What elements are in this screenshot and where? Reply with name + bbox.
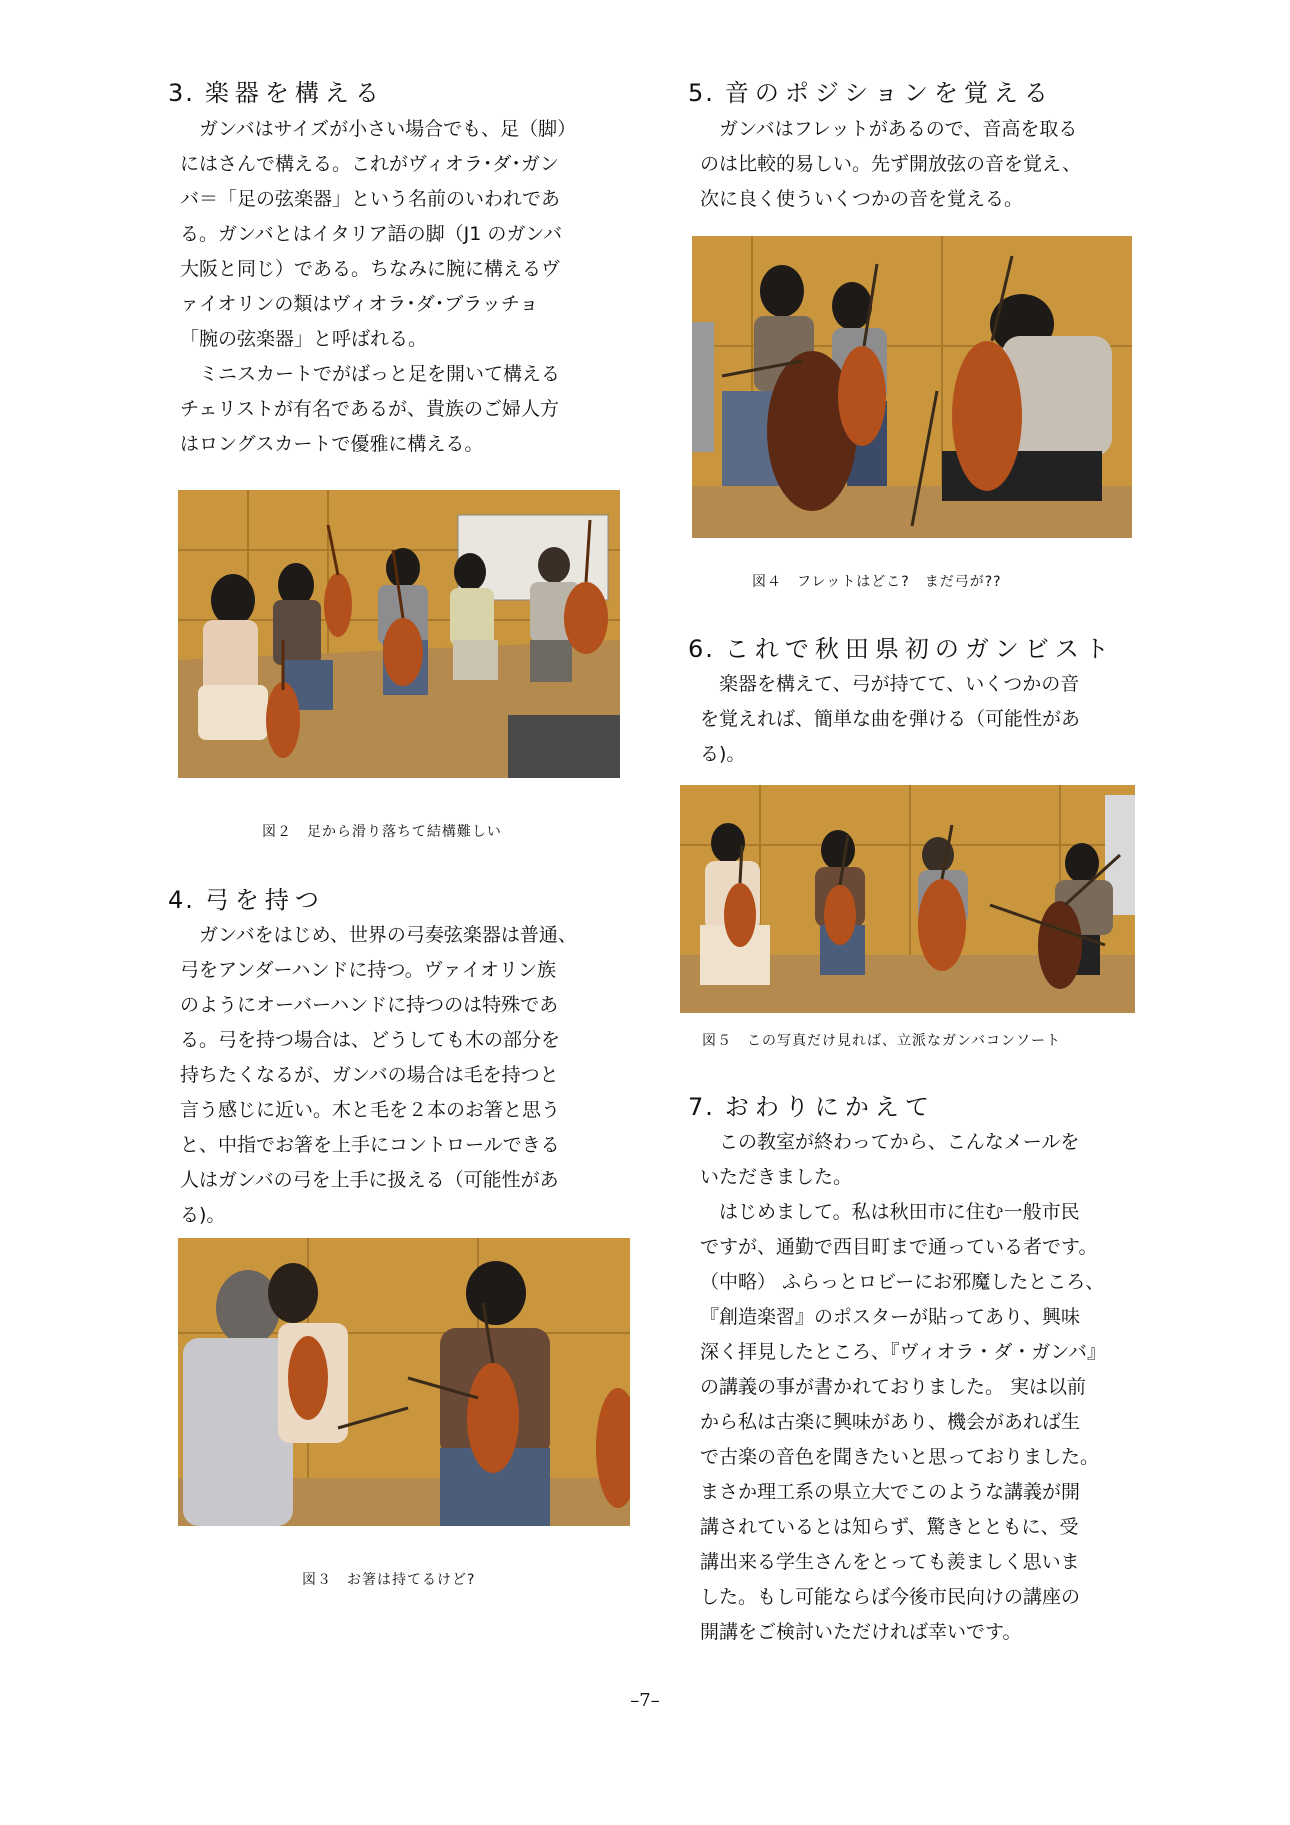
figure-4-photo — [692, 236, 1132, 538]
figure-2-photo — [178, 490, 620, 778]
figure-2-caption: 図２ 足から滑り落ちて結構難しい — [262, 824, 502, 840]
section-7-body — [700, 1125, 1140, 1650]
section-6-title: これで秋田県初のガンビスト — [724, 635, 1115, 663]
text-line: ガンバはサイズが小さい場合でも、足（脚） — [199, 118, 577, 140]
text-line: いただきました。 — [700, 1166, 853, 1188]
text-line: にはさんで構える。これがヴィオラ･ダ･ガン — [180, 153, 559, 175]
section-6-body — [700, 667, 1140, 772]
text-line: 「腕の弦楽器」と呼ばれる。 — [180, 328, 428, 350]
page-number: –7– — [630, 1690, 660, 1711]
text-line: （中略） ふらっとロビーにお邪魔したところ、 — [700, 1271, 1105, 1293]
text-line: ミニスカートでがばっと足を開いて構える — [199, 363, 561, 385]
section-3-number: 3. — [168, 79, 195, 107]
text-line: 深く拝見したところ、『ヴィオラ・ダ・ガンバ』 — [700, 1341, 1107, 1363]
figure-3-caption: 図３ お箸は持てるけど? — [302, 1572, 476, 1588]
section-5-title: 音のポジションを覚える — [724, 79, 1054, 107]
figure-5-photo — [680, 785, 1135, 1013]
text-line: のは比較的易しい。先ず開放弦の音を覚え、 — [700, 153, 1082, 175]
text-line: ガンバをはじめ、世界の弓奏弦楽器は普通、 — [199, 924, 577, 946]
text-line: 楽器を構えて、弓が持てて、いくつかの音 — [719, 673, 1080, 695]
text-line: 開講をご検討いただければ幸いです。 — [700, 1621, 1022, 1643]
section-3-heading — [168, 78, 385, 108]
text-line: 講出来る学生さんをとっても羨ましく思いま — [700, 1551, 1080, 1573]
section-5-heading — [688, 78, 1054, 108]
figure-4-caption: 図４ フレットはどこ? まだ弓が?? — [752, 574, 1002, 590]
text-line: のようにオーバーハンドに持つのは特殊であ — [180, 994, 559, 1016]
text-line: から私は古楽に興味があり、機会があれば生 — [700, 1411, 1081, 1433]
text-line: 言う感じに近い。木と毛を２本のお箸と思う — [180, 1099, 561, 1121]
text-line: バ＝「足の弦楽器」という名前のいわれであ — [180, 188, 561, 210]
text-line: る。弓を持つ場合は、どうしても木の部分を — [180, 1029, 561, 1051]
section-3-title: 楽器を構える — [204, 79, 385, 107]
section-5-body — [700, 112, 1140, 217]
section-4-title: 弓を持つ — [204, 886, 325, 914]
text-line: 持ちたくなるが、ガンバの場合は毛を持つと — [180, 1064, 559, 1086]
text-line: 次に良く使ういくつかの音を覚える。 — [700, 188, 1024, 210]
text-line: はロングスカートで優雅に構える。 — [180, 433, 484, 455]
text-line: チェリストが有名であるが、貴族のご婦人方 — [180, 398, 560, 420]
section-7-title: おわりにかえて — [724, 1093, 935, 1121]
section-5-number: 5. — [688, 79, 715, 107]
text-line: と、中指でお箸を上手にコントロールできる — [180, 1134, 560, 1156]
text-line: した。もし可能ならば今後市民向けの講座の — [700, 1586, 1081, 1608]
text-line: 『創造楽習』のポスターが貼ってあり、興味 — [700, 1306, 1081, 1328]
text-line: この教室が終わってから、こんなメールを — [719, 1131, 1080, 1153]
section-6-number: 6. — [688, 635, 715, 663]
text-line: る)。 — [700, 743, 746, 765]
text-line: ガンバはフレットがあるので、音高を取る — [719, 118, 1078, 140]
text-line: 人はガンバの弓を上手に扱える（可能性があ — [180, 1169, 559, 1191]
section-6-heading — [688, 634, 1115, 664]
section-4-number: 4. — [168, 886, 195, 914]
text-line: 講されているとは知らず、驚きとともに、受 — [700, 1516, 1079, 1538]
section-4-heading — [168, 885, 325, 915]
figure-3-photo — [178, 1238, 630, 1526]
text-line: まさか理工系の県立大でこのような講義が開 — [700, 1481, 1081, 1503]
figure-5-caption: 図５ この写真だけ見れば、立派なガンバコンソート — [702, 1033, 1062, 1049]
section-7-number: 7. — [688, 1093, 715, 1121]
text-line: る。ガンバとはイタリア語の脚（J1 のガンバ — [180, 223, 563, 245]
text-line: を覚えれば、簡単な曲を弾ける（可能性があ — [700, 708, 1081, 730]
text-line: で古楽の音色を聞きたいと思っておりました。 — [700, 1446, 1100, 1468]
section-3-body — [180, 112, 620, 462]
section-7-heading — [688, 1092, 935, 1122]
text-line: はじめまして。私は秋田市に住む一般市民 — [719, 1201, 1080, 1223]
text-line: 大阪と同じ）である。ちなみに腕に構えるヴ — [180, 258, 561, 280]
text-line: ですが、通勤で西目町まで通っている者です。 — [700, 1236, 1098, 1258]
text-line: る)。 — [180, 1204, 226, 1226]
text-line: ァイオリンの類はヴィオラ･ダ･ブラッチョ — [180, 293, 539, 315]
section-4-body — [180, 918, 620, 1233]
text-line: の講義の事が書かれておりました。 実は以前 — [700, 1376, 1087, 1398]
text-line: 弓をアンダーハンドに持つ。ヴァイオリン族 — [180, 959, 557, 981]
